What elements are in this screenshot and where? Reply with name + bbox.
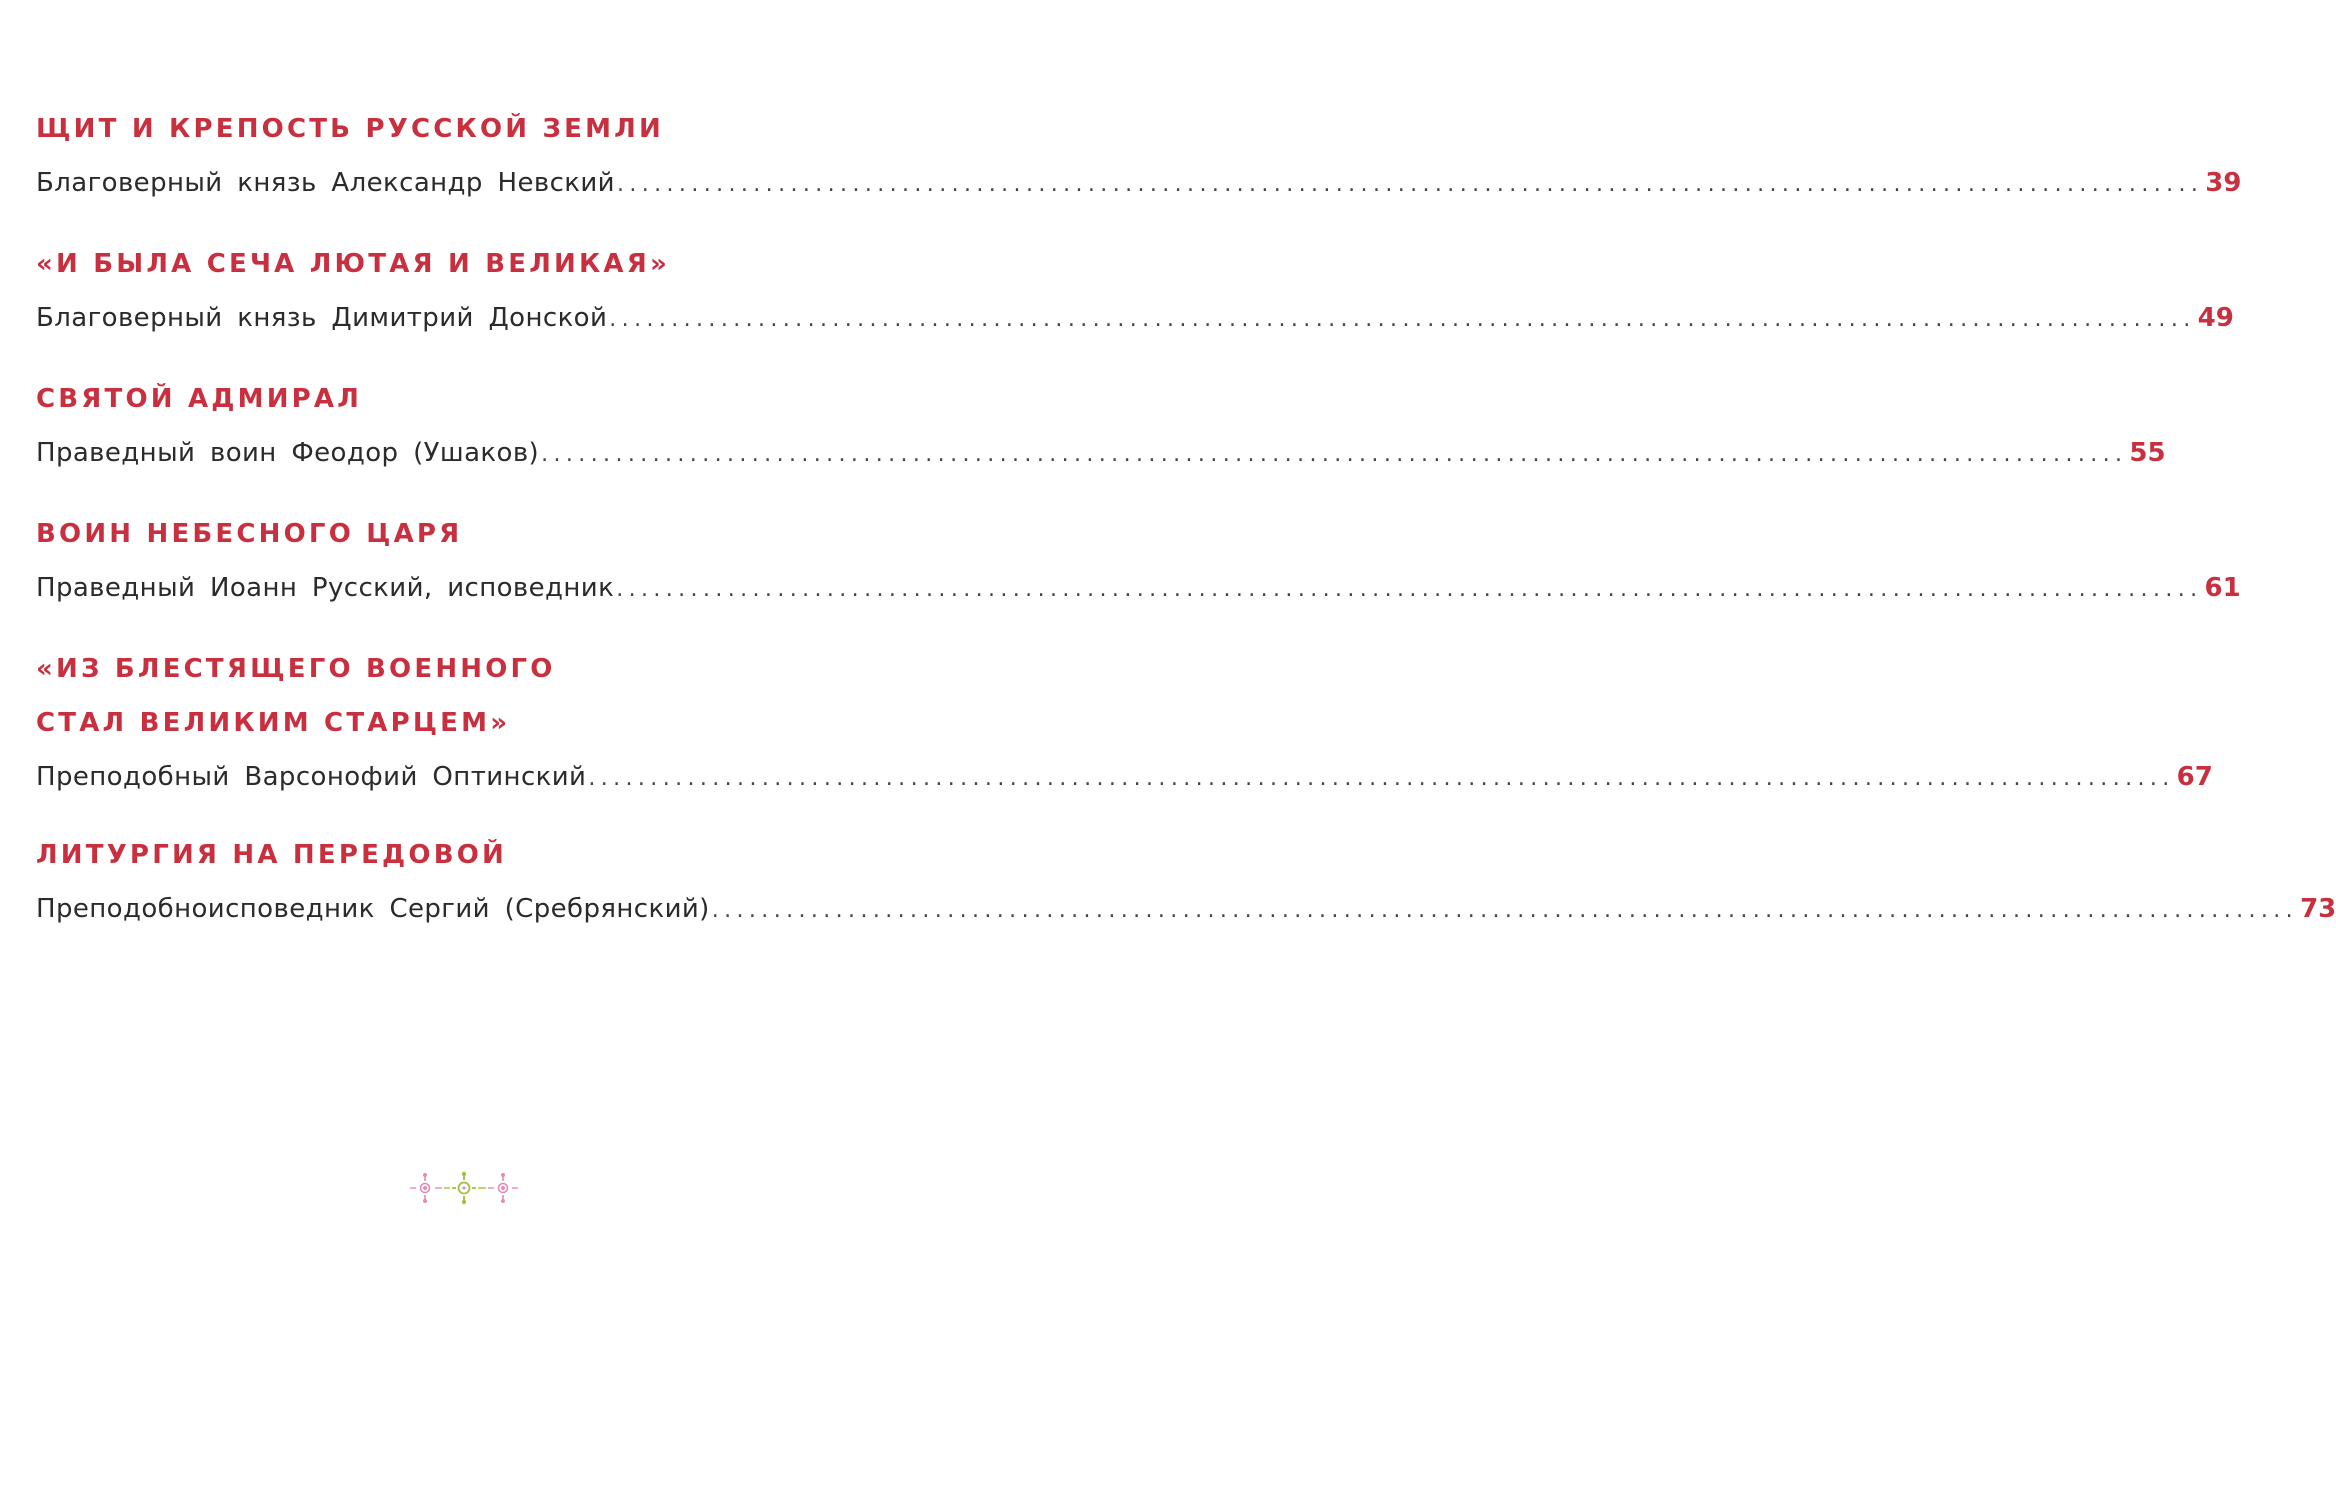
- toc-entry[interactable]: [36, 750, 2213, 804]
- dot-leader: ................................................................................................................................: [588, 766, 2175, 791]
- dot-leader: ................................................................................................................................: [609, 307, 2196, 332]
- page-number: 39: [2205, 168, 2242, 198]
- toc-section: [36, 828, 2336, 936]
- entry-title: Благоверный князь Димитрий Донской: [36, 303, 608, 333]
- dot-leader: ................................................................................................................................: [711, 898, 2299, 923]
- toc-section: [36, 102, 2242, 210]
- entry-title: Благоверный князь Александр Невский: [36, 168, 615, 198]
- page-number: 67: [2176, 762, 2213, 792]
- toc-section: [36, 507, 2241, 615]
- floral-divider-icon: [408, 1172, 520, 1204]
- toc-section: [36, 642, 2213, 804]
- flower-right: [499, 1174, 508, 1202]
- section-title-line-2: СТАЛ ВЕЛИКИМ СТАРЦЕМ»: [36, 708, 511, 738]
- toc-section: [36, 237, 2234, 345]
- dot-leader: ................................................................................................................................: [616, 577, 2203, 602]
- page-number: 61: [2204, 573, 2241, 603]
- toc-entry[interactable]: [36, 882, 2336, 936]
- dot-leader: ................................................................................................................................: [541, 442, 2128, 467]
- section-title: «И БЫЛА СЕЧА ЛЮТАЯ И ВЕЛИКАЯ»: [36, 249, 670, 279]
- entry-title: Преподобноисповедник Сергий (Сребрянский): [36, 894, 710, 924]
- page-number: 55: [2129, 438, 2166, 468]
- flower-left: [421, 1174, 430, 1202]
- section-title: ЩИТ И КРЕПОСТЬ РУССКОЙ ЗЕМЛИ: [36, 114, 664, 144]
- section-title: «ИЗ БЛЕСТЯЩЕГО ВОЕННОГО: [36, 654, 556, 684]
- toc-entry[interactable]: [36, 561, 2241, 615]
- page-number: 49: [2197, 303, 2234, 333]
- section-title: СВЯТОЙ АДМИРАЛ: [36, 384, 363, 414]
- toc-entry[interactable]: [36, 426, 2166, 480]
- entry-title: Праведный Иоанн Русский, исповедник: [36, 573, 615, 603]
- flower-center: [452, 1173, 476, 1204]
- section-title: ЛИТУРГИЯ НА ПЕРЕДОВОЙ: [36, 840, 507, 870]
- dot-leader: ................................................................................................................................: [616, 172, 2204, 197]
- page-number: 73: [2300, 894, 2336, 924]
- entry-title: Преподобный Варсонофий Оптинский: [36, 762, 587, 792]
- toc-entry[interactable]: [36, 291, 2234, 345]
- toc-entry[interactable]: [36, 156, 2242, 210]
- section-title: ВОИН НЕБЕСНОГО ЦАРЯ: [36, 519, 463, 549]
- toc-section: [36, 372, 2166, 480]
- entry-title: Праведный воин Феодор (Ушаков): [36, 438, 540, 468]
